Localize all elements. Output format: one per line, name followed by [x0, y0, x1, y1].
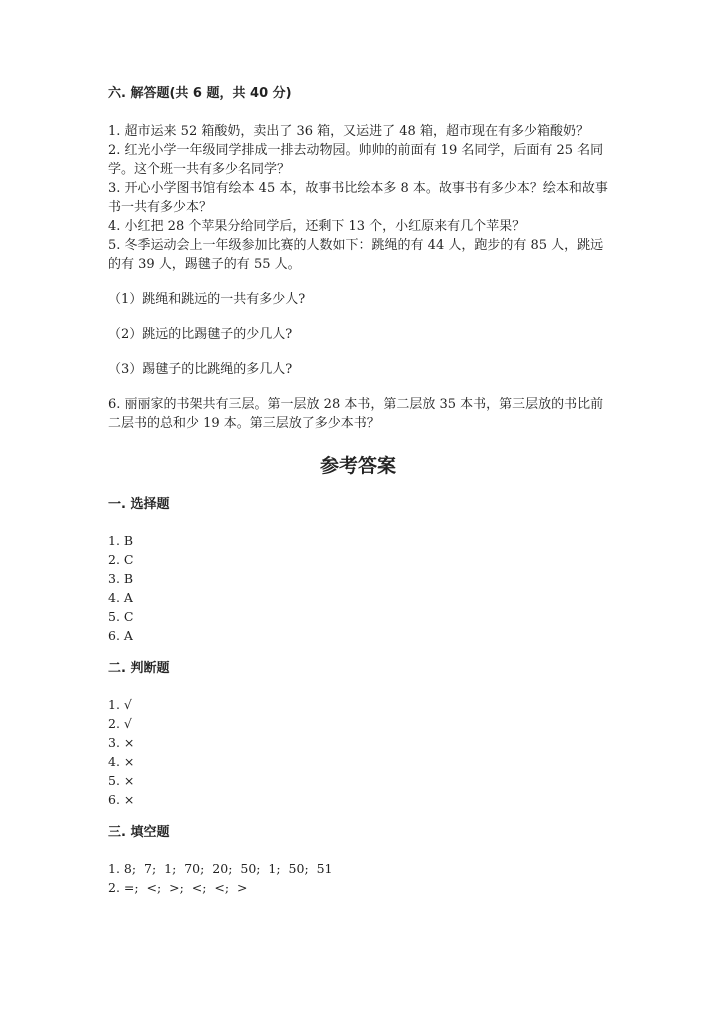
answer-item: 3. B	[108, 571, 134, 586]
answer-section-2-title: 二. 判断题	[108, 661, 170, 676]
answer-item: 1. √	[108, 697, 132, 712]
answer-key-title: 参考答案	[319, 455, 396, 477]
answer-item: 2. √	[108, 716, 132, 731]
question-6: 6. 丽丽家的书架共有三层。第一层放 28 本书，第二层放 35 本书，第三层放的书比前二层书的总和少 19 本。第三层放了多少本书？	[108, 397, 604, 431]
answer-item: 4. ×	[108, 754, 135, 769]
answer-item: 6. A	[108, 628, 133, 643]
answer-item: 2. =; <; >; <; <; >	[108, 880, 248, 895]
answer-item: 3. ×	[108, 735, 135, 750]
answer-item: 4. A	[108, 590, 133, 605]
answer-section-3-list	[108, 859, 608, 897]
answer-item: 5. ×	[108, 773, 135, 788]
question-2: 2. 红光小学一年级同学排成一排去动物园。帅帅的前面有 19 名同学，后面有 25 名同学。这个班一共有多少名同学？	[108, 143, 604, 177]
question-5: 5. 冬季运动会上一年级参加比赛的人数如下：跳绳的有 44 人，跑步的有 85 人，跳远的有 39 人，踢毽子的有 55 人。	[108, 238, 604, 272]
answer-section-1-list	[108, 531, 608, 645]
answer-item: 1. B	[108, 533, 134, 548]
answer-item: 2. C	[108, 552, 134, 567]
answer-item: 1. 8; 7; 1; 70; 20; 50; 1; 50; 51	[108, 861, 333, 876]
answer-section-2-list	[108, 695, 608, 809]
question-1: 1. 超市运来 52 箱酸奶，卖出了 36 箱，又运进了 48 箱，超市现在有多少箱酸奶？	[108, 124, 589, 139]
answer-item: 5. C	[108, 609, 134, 624]
answer-section-1-title: 一. 选择题	[108, 497, 170, 512]
question-5-part-3: （3）踢毽子的比跳绳的多几人?	[108, 362, 293, 377]
question-5-part-2: （2）跳远的比踢毽子的少几人?	[108, 327, 293, 342]
answer-section-3-title: 三. 填空题	[108, 825, 170, 840]
section-6-title: 六. 解答题(共 6 题，共 40 分)	[108, 86, 292, 101]
question-4: 4. 小红把 28 个苹果分给同学后，还剩下 13 个，小红原来有几个苹果？	[108, 219, 526, 234]
page-content	[108, 84, 608, 897]
question-5-part-1: （1）跳绳和跳远的一共有多少人?	[108, 292, 306, 307]
answer-item: 6. ×	[108, 792, 135, 807]
question-3: 3. 开心小学图书馆有绘本 45 本，故事书比绘本多 8 本。故事书有多少本？绘本和故事书一共有多少本？	[108, 181, 608, 215]
